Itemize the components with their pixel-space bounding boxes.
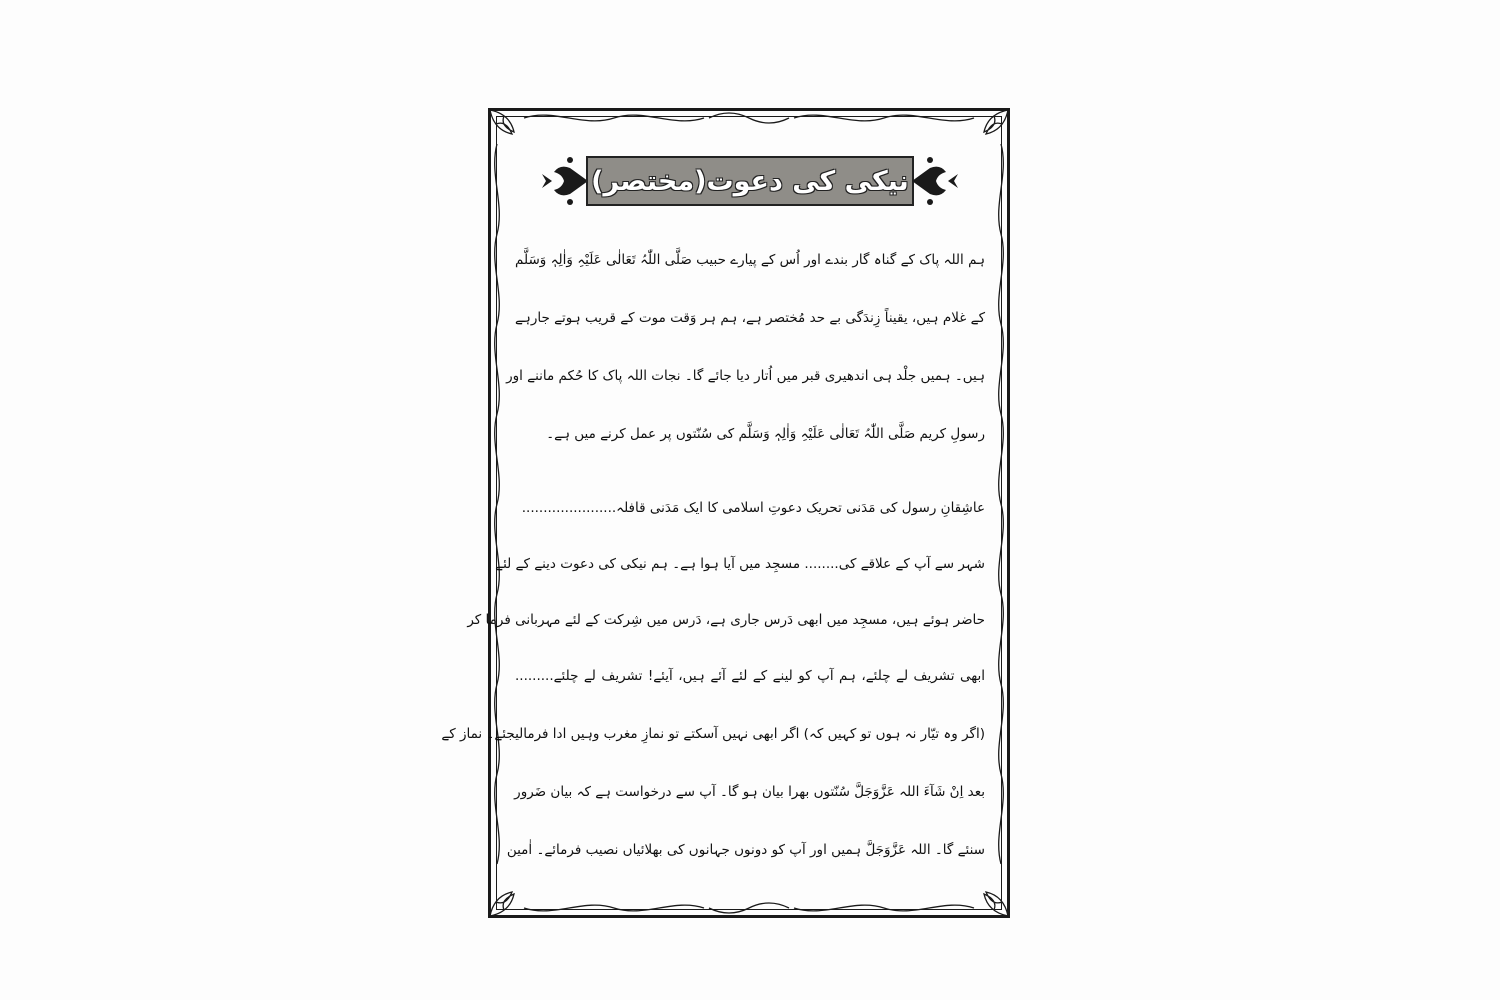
left-vine-ornament [495,144,500,864]
paragraph-line: حاضر ہوئے ہیں، مسجِد میں ابھی دَرس جاری ہے، دَرس میں شِرکت کے لئے مہربانی فرما کر [467,612,985,628]
right-vine-ornament [999,144,1004,864]
title-right-ornament-icon [912,154,960,208]
title-box [586,156,914,206]
corner-scroll-bottom-left [490,892,514,916]
title-left-ornament-icon [540,154,588,208]
paragraph-line: (اگر وہ تیّار نہ ہوں تو کہیں کہ) اگر ابھی نہیں آسکتے تو نمازِ مغرب وہیں ادا فرمالیجئے۔ نماز کے [441,726,985,742]
page-title: نیکی کی دعوت(مختصر) [591,165,909,197]
paragraph-line: ہیں۔ ہمیں جلْد ہی اندھیری قبر میں اُتار دیا جائے گا۔ نجات اللہ پاک کا حُکم ماننے اور [506,368,985,384]
corner-scroll-top-right [984,110,1008,134]
paragraph-line: بعد اِنْ شَآءَ اللہ عَزَّوَجَلَّ سُنّتوں بھرا بیان ہو گا۔ آپ سے درخواست ہے کہ بیان ضَرور [514,784,985,800]
paragraph-line: عاشِقانِ رسول کی مَدَنی تحریک دعوتِ اسلامی کا ایک مَدَنی قافلہ...................... [521,500,985,516]
paragraph-line: ہم اللہ پاک کے گناہ گار بندے اور اُس کے پیارے حبیب صَلَّی اللّٰہُ تَعَالٰی عَلَیْہِ وَاٰلِہٖ وَسَلَّم [515,252,985,268]
title-banner [540,150,960,212]
paragraph-invitation [441,488,985,888]
paragraph-line: ابھی تشریف لے چلئے، ہم آپ کو لینے کے لئے آئے ہیں، آیئے! تشریف لے چلئے......... [515,668,985,684]
corner-scroll-top-left [490,110,514,134]
paragraph-line: شہر سے آپ کے علاقے کی........ مسجِد میں آیا ہوا ہے۔ ہم نیکی کی دعوت دینے کے لئے [495,556,985,572]
paragraph-line: سنئے گا۔ اللہ عَزَّوَجَلَّ ہمیں اور آپ کو دونوں جہانوں کی بھلائیاں نصیب فرمائے۔ اٰمین [506,842,985,858]
corner-scroll-bottom-right [984,892,1008,916]
paragraph-intro [506,240,985,460]
top-center-flourish [709,113,789,123]
paragraph-line: رسولِ کریم صَلَّی اللّٰہُ تَعَالٰی عَلَیْہِ وَاٰلِہٖ وَسَلَّم کی سُنّتوں پر عمل کرنے میں ہے۔ [546,426,985,442]
bottom-center-flourish [709,903,789,913]
paragraph-line: کے غلام ہیں، یقیناً زِندَگی بے حد مُختصر ہے، ہم ہر وَقت موت کے قریب ہوتے جارہے [515,310,985,326]
